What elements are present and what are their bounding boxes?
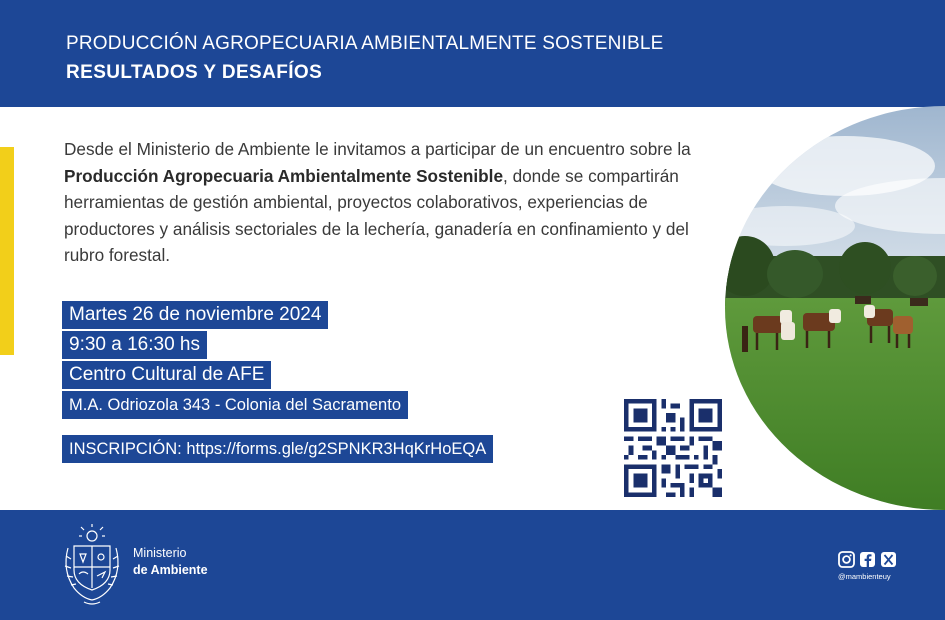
intro-paragraph: Desde el Ministerio de Ambiente le invitamos a participar de un encuentro sobre la Producción Agropecuaria Ambientalmente Sostenible, donde se compartirán herramientas de gestión ambiental, proyectos colaborativos, experiencias de productores y análisis sectoriales de la lechería, ganadería en confinamiento y del rubro forestal.	[64, 139, 691, 265]
x-icon[interactable]	[881, 552, 896, 567]
social-icons	[838, 551, 900, 569]
cattle-photo	[725, 106, 945, 510]
social-handle: @mambienteuy	[838, 572, 891, 581]
facebook-icon[interactable]	[860, 552, 875, 567]
event-address: M.A. Odriozola 343 - Colonia del Sacramento	[62, 391, 408, 419]
instagram-icon[interactable]	[839, 552, 854, 567]
header-banner	[0, 0, 945, 107]
event-subtitle: RESULTADOS Y DESAFÍOS	[66, 62, 323, 83]
accent-bar	[0, 147, 14, 355]
event-venue: Centro Cultural de AFE	[62, 361, 271, 389]
registration-link[interactable]: INSCRIPCIÓN: https://forms.gle/g2SPNKR3HqKrHoEQA	[62, 435, 493, 463]
intro-highlight: Producción Agropecuaria Ambientalmente Sostenible	[64, 165, 504, 186]
event-title: PRODUCCIÓN AGROPECUARIA AMBIENTALMENTE SOSTENIBLE	[66, 33, 664, 54]
event-date: Martes 26 de noviembre 2024	[62, 301, 328, 329]
qr-code[interactable]	[624, 399, 722, 497]
event-time: 9:30 a 16:30 hs	[62, 331, 207, 359]
national-crest-icon	[60, 524, 124, 606]
ministry-logo-text: Ministerio de Ambiente	[133, 546, 208, 577]
